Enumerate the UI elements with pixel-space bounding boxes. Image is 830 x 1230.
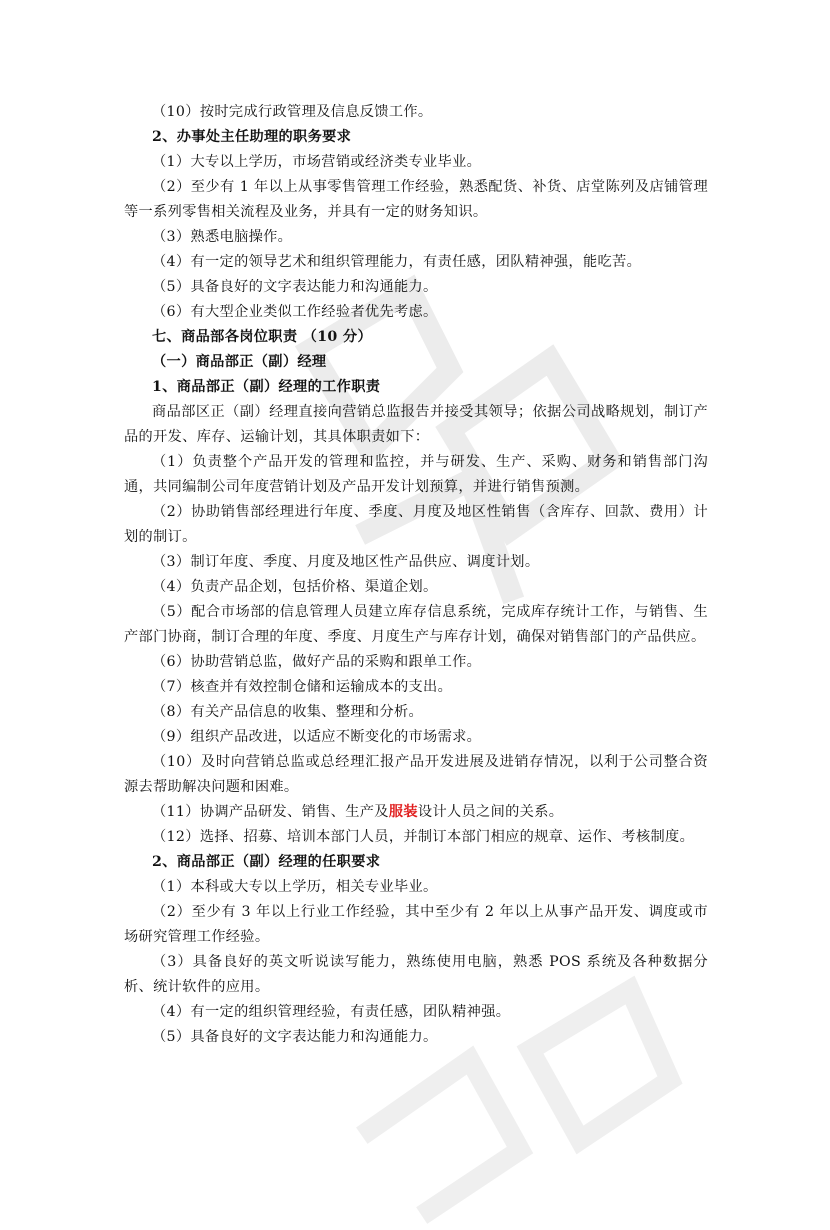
paragraph: （5）配合市场部的信息管理人员建立库存信息系统，完成库存统计工作，与销售、生产部门协商，制订合理的年度、季度、月度生产与库存计划，确保对销售部门的产品供应。 [124,604,708,645]
paragraph: （1）大专以上学历，市场营销或经济类专业毕业。 [152,154,482,170]
section-heading: （一）商品部正（副）经理 [152,354,327,370]
paragraph: （5）具备良好的文字表达能力和沟通能力。 [152,279,438,295]
paragraph: （3）具备良好的英文听说读写能力，熟练使用电脑，熟悉 POS 系统及各种数据分析、统计软件的应用。 [124,954,708,995]
highlighted-keyword: 服装 [388,804,418,820]
paragraph: （1）负责整个产品开发的管理和监控，并与研发、生产、采购、财务和销售部门沟通，共同编制公司年度营销计划及产品开发计划预算，并进行销售预测。 [124,454,708,495]
paragraph: （10）按时完成行政管理及信息反馈工作。 [152,104,433,120]
paragraph: （5）具备良好的文字表达能力和沟通能力。 [152,1029,438,1045]
paragraph: （7）核查并有效控制仓储和运输成本的支出。 [152,679,453,695]
paragraph: （2）协助销售部经理进行年度、季度、月度及地区性销售（含库存、回款、费用）计划的制订。 [124,504,708,545]
paragraph: （2）至少有 3 年以上行业工作经验，其中至少有 2 年以上从事产品开发、调度或市场研究管理工作经验。 [124,904,708,945]
paragraph: （3）制订年度、季度、月度及地区性产品供应、调度计划。 [152,554,540,570]
paragraph: （8）有关产品信息的收集、整理和分析。 [152,704,424,720]
section-heading: 1、商品部正（副）经理的工作职责 [152,379,381,395]
document-page [124,100,708,1050]
paragraph: （3）熟悉电脑操作。 [152,229,293,245]
paragraph: （4）负责产品企划，包括价格、渠道企划。 [152,579,438,595]
paragraph: （4）有一定的组织管理经验，有责任感，团队精神强。 [152,1004,511,1020]
paragraph: （9）组织产品改进，以适应不断变化的市场需求。 [152,729,482,745]
paragraph [124,800,708,825]
paragraph: （4）有一定的领导艺术和组织管理能力，有责任感，团队精神强，能吃苦。 [152,254,642,270]
paragraph: （2）至少有 1 年以上从事零售管理工作经验，熟悉配货、补货、店堂陈列及店铺管理等一系列零售相关流程及业务，并具有一定的财务知识。 [124,179,708,220]
paragraph-text: （11）协调产品研发、销售、生产及 [152,804,389,820]
paragraph: （12）选择、招募、培训本部门人员，并制订本部门相应的规章、运作、考核制度。 [152,829,695,845]
paragraph-text: 设计人员之间的关系。 [417,804,564,820]
section-heading: 七、商品部各岗位职责 （10 分） [152,329,373,345]
paragraph: 商品部区正（副）经理直接向营销总监报告并接受其领导；依据公司战略规划，制订产品的开发、库存、运输计划，其具体职责如下： [124,404,708,445]
paragraph: （6）有大型企业类似工作经验者优先考虑。 [152,304,438,320]
paragraph: （1）本科或大专以上学历，相关专业毕业。 [152,879,438,895]
section-heading: 2、办事处主任助理的职务要求 [152,129,352,145]
paragraph: （6）协助营销总监，做好产品的采购和跟单工作。 [152,654,482,670]
paragraph: （10）及时向营销总监或总经理汇报产品开发进展及进销存情况，以利于公司整合资源去帮助解决问题和困难。 [124,754,708,795]
section-heading: 2、商品部正（副）经理的任职要求 [152,854,381,870]
